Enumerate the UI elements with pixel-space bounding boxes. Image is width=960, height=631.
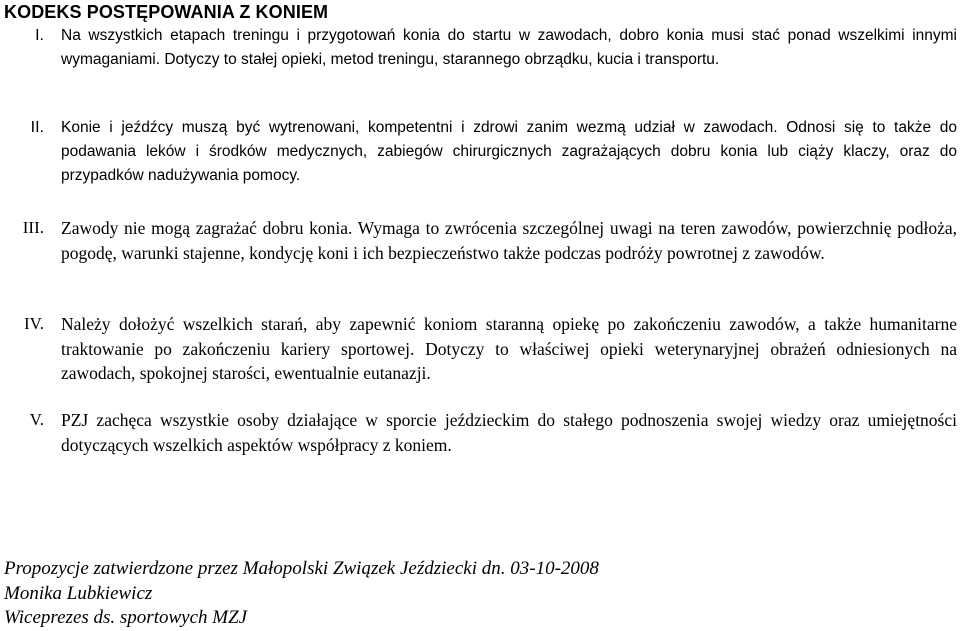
section-text: Na wszystkich etapach treningu i przygotowań konia do startu w zawodach, dobro konia musi stać ponad wszelkimi innymi wymaganiami. Dotyczy to stałej opieki, metod treningu, starannego obrządku, kucia i transportu. <box>61 27 957 68</box>
section-text: PZJ zachęca wszystkie osoby działające w sporcie jeździeckim do stałego podnoszenia swojej wiedzy oraz umiejętności dotyczących wszelkich aspektów współpracy z koniem. <box>61 410 957 455</box>
section-number: I. <box>35 27 44 44</box>
approval-footer <box>4 557 599 631</box>
signatory-name: Monika Lubkiewicz <box>4 582 153 604</box>
section-text: Zawody nie mogą zagrażać dobru konia. Wymaga to zwrócenia szczególnej uwagi na teren zawodów, powierzchnię podłoża, pogodę, warunki stajenne, kondycję koni i ich bezpieczeństwo także podczas podróży powrotnej z zawodów. <box>61 218 957 263</box>
section-number: II. <box>30 119 44 136</box>
section-text: Konie i jeźdźcy muszą być wytrenowani, kompetentni i zdrowi zanim wezmą udział w zawodach. Odnosi się to także do podawania leków i środków medycznych, zabiegów chirurgicznych zagrażających dobru konia lub ciąży klaczy, oraz do przypadków nadużywania pomocy. <box>61 119 957 184</box>
section-text: Należy dołożyć wszelkich starań, aby zapewnić koniom staranną opiekę po zakończeniu zawodów, a także humanitarne traktowanie po zakończeniu kariery sportowej. Dotyczy to właściwej opieki weterynaryjnej obrażeń odniesionych na zawodach, spokojnej starości, ewentualnie eutanazji. <box>61 314 957 383</box>
section-number: V. <box>29 410 44 429</box>
signatory-role: Wiceprezes ds. sportowych MZJ <box>4 607 248 628</box>
approval-note: Propozycje zatwierdzone przez Małopolski Związek Jeździecki dn. 03-10-2008 <box>4 558 599 579</box>
document-title: KODEKS POSTĘPOWANIA Z KONIEM <box>4 2 329 22</box>
section-number: IV. <box>24 314 44 333</box>
section-number: III. <box>22 218 44 237</box>
